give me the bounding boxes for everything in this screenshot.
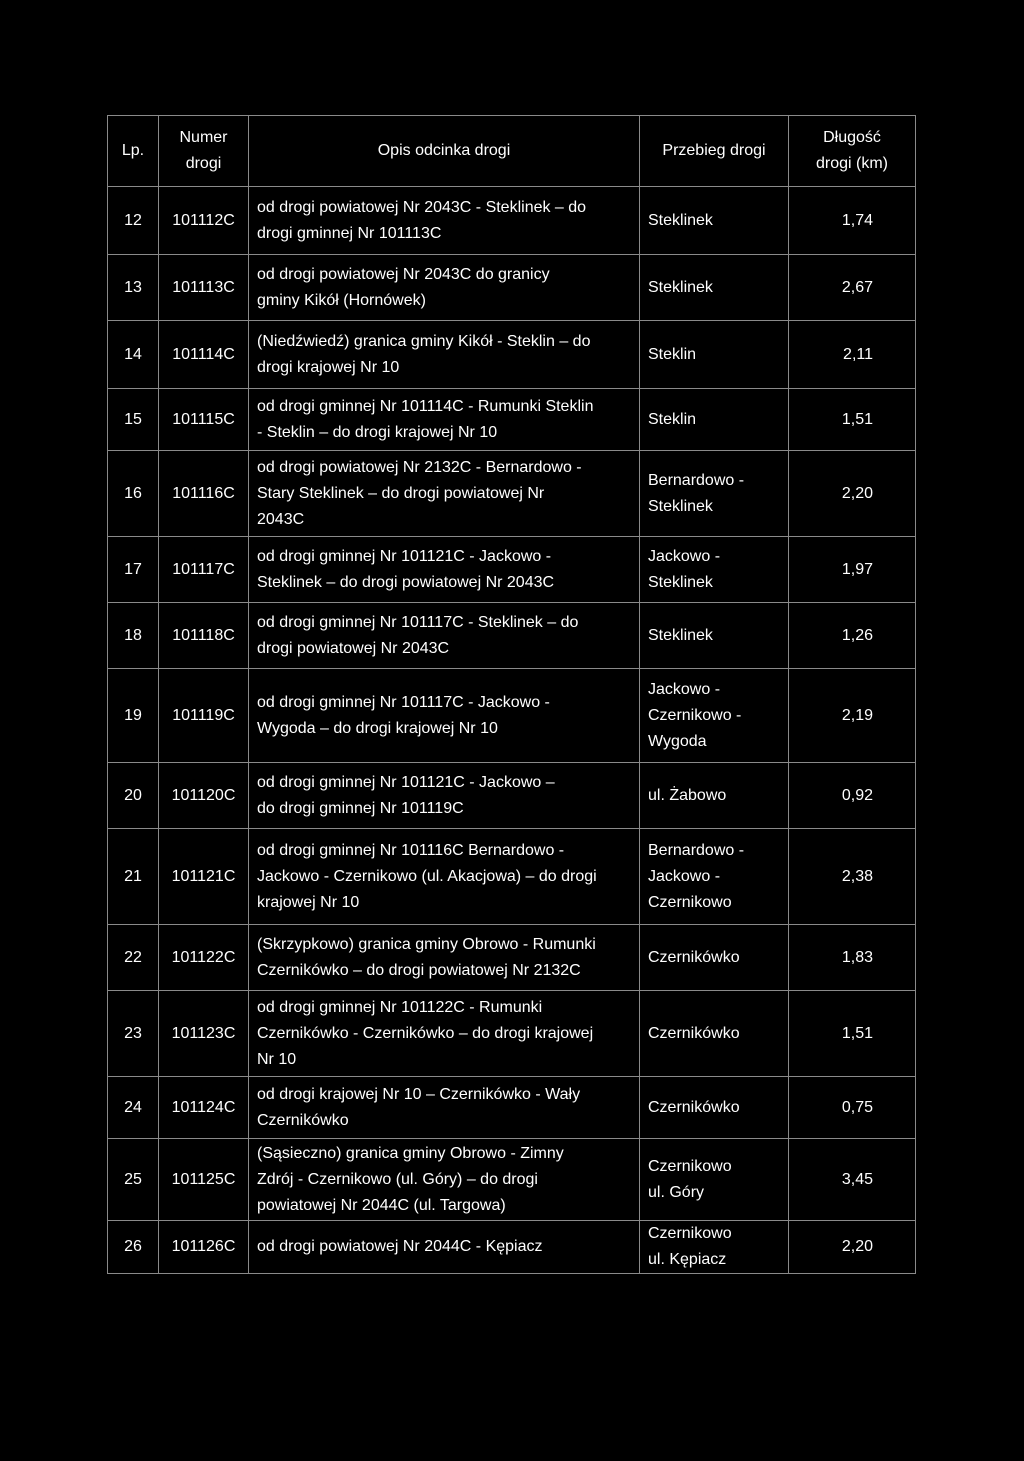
cell-opis-line: Zdrój - Czernikowo (ul. Góry) – do drogi bbox=[257, 1170, 538, 1188]
cell-numer: 101122C bbox=[159, 925, 249, 991]
cell-przebieg bbox=[640, 187, 789, 255]
cell-przebieg-line: ul. Kępiacz bbox=[648, 1251, 727, 1268]
cell-przebieg bbox=[640, 321, 789, 389]
cell-lp: 23 bbox=[108, 991, 159, 1077]
cell-opis bbox=[249, 255, 640, 321]
table-header bbox=[108, 116, 916, 187]
cell-opis-line: od drogi gminnej Nr 101122C - Rumunki bbox=[257, 998, 543, 1016]
cell-dlugosc: 0,92 bbox=[789, 763, 916, 829]
table-row bbox=[108, 1139, 916, 1221]
cell-opis bbox=[249, 991, 640, 1077]
cell-przebieg bbox=[640, 991, 789, 1077]
cell-przebieg-line: Czernikowo bbox=[648, 893, 732, 911]
table-row bbox=[108, 763, 916, 829]
cell-numer: 101121C bbox=[159, 829, 249, 925]
cell-dlugosc: 3,45 bbox=[789, 1139, 916, 1221]
cell-opis-line: gminy Kikół (Hornówek) bbox=[257, 291, 426, 309]
cell-lp: 26 bbox=[108, 1221, 159, 1274]
header-dlugosc bbox=[789, 116, 916, 187]
cell-opis-line: 2043C bbox=[257, 510, 305, 528]
cell-opis-line: do drogi gminnej Nr 101119C bbox=[257, 799, 464, 817]
cell-dlugosc: 2,11 bbox=[789, 321, 916, 389]
cell-opis-line: od drogi gminnej Nr 101116C Bernardowo - bbox=[257, 841, 565, 859]
cell-przebieg-line: Czernikówko bbox=[648, 1098, 740, 1116]
cell-opis bbox=[249, 829, 640, 925]
table-row bbox=[108, 537, 916, 603]
cell-dlugosc: 0,75 bbox=[789, 1077, 916, 1139]
cell-opis-line: (Niedźwiedź) granica gminy Kikół - Steklin – do bbox=[257, 332, 591, 350]
cell-lp: 25 bbox=[108, 1139, 159, 1221]
cell-dlugosc: 1,83 bbox=[789, 925, 916, 991]
cell-opis-line: od drogi powiatowej Nr 2132C - Bernardowo - bbox=[257, 458, 582, 476]
cell-opis-line: Czernikówko - Czernikówko – do drogi krajowej bbox=[257, 1024, 594, 1042]
cell-opis-line: od drogi gminnej Nr 101114C - Rumunki Steklin bbox=[257, 397, 594, 415]
cell-opis-line: od drogi powiatowej Nr 2044C - Kępiacz bbox=[257, 1238, 543, 1255]
cell-lp: 18 bbox=[108, 603, 159, 669]
cell-numer: 101113C bbox=[159, 255, 249, 321]
cell-numer: 101124C bbox=[159, 1077, 249, 1139]
cell-numer: 101117C bbox=[159, 537, 249, 603]
cell-przebieg bbox=[640, 389, 789, 451]
cell-numer: 101112C bbox=[159, 187, 249, 255]
cell-dlugosc: 1,74 bbox=[789, 187, 916, 255]
cell-opis-line: od drogi gminnej Nr 101117C - Steklinek – do bbox=[257, 613, 579, 631]
cell-opis bbox=[249, 603, 640, 669]
cell-dlugosc: 2,20 bbox=[789, 1221, 916, 1274]
header-numer-line-1: Numer bbox=[179, 129, 228, 146]
cell-numer: 101123C bbox=[159, 991, 249, 1077]
cell-przebieg-line: Wygoda bbox=[648, 732, 707, 750]
header-numer bbox=[159, 116, 249, 187]
table-row bbox=[108, 925, 916, 991]
table-row bbox=[108, 321, 916, 389]
cell-dlugosc: 2,38 bbox=[789, 829, 916, 925]
cell-przebieg-line: Czernikówko bbox=[648, 948, 740, 966]
header-opis: Opis odcinka drogi bbox=[249, 116, 640, 187]
cell-dlugosc: 1,97 bbox=[789, 537, 916, 603]
cell-dlugosc: 2,20 bbox=[789, 451, 916, 537]
cell-przebieg bbox=[640, 763, 789, 829]
cell-numer: 101125C bbox=[159, 1139, 249, 1221]
table-row bbox=[108, 451, 916, 537]
cell-przebieg-line: Jackowo - bbox=[648, 547, 721, 565]
cell-przebieg-line: Czernikówko bbox=[648, 1024, 740, 1042]
cell-przebieg-line: Steklin bbox=[648, 410, 697, 428]
cell-opis bbox=[249, 925, 640, 991]
cell-opis-line: Steklinek – do drogi powiatowej Nr 2043C bbox=[257, 573, 555, 591]
cell-przebieg-line: Jackowo - bbox=[648, 867, 721, 885]
cell-przebieg-line: ul. Góry bbox=[648, 1183, 705, 1201]
cell-opis-line: (Sąsieczno) granica gminy Obrowo - Zimny bbox=[257, 1144, 564, 1162]
cell-opis bbox=[249, 537, 640, 603]
cell-dlugosc: 2,19 bbox=[789, 669, 916, 763]
cell-przebieg-line: Czernikowo - bbox=[648, 706, 742, 724]
cell-lp: 20 bbox=[108, 763, 159, 829]
cell-numer: 101115C bbox=[159, 389, 249, 451]
table-body bbox=[108, 187, 916, 1274]
cell-przebieg-line: Czernikowo bbox=[648, 1225, 732, 1242]
cell-przebieg-line: Bernardowo - bbox=[648, 841, 745, 859]
header-dlugosc-line-2: drogi (km) bbox=[815, 155, 888, 172]
table-row bbox=[108, 603, 916, 669]
cell-opis-line: drogi powiatowej Nr 2043C bbox=[257, 639, 450, 657]
cell-opis-line: krajowej Nr 10 bbox=[257, 893, 360, 911]
cell-przebieg bbox=[640, 1139, 789, 1221]
cell-opis-line: Czernikówko bbox=[257, 1111, 349, 1129]
cell-opis-line: od drogi krajowej Nr 10 – Czernikówko - Wały bbox=[257, 1085, 581, 1103]
cell-przebieg bbox=[640, 451, 789, 537]
cell-przebieg-line: Jackowo - bbox=[648, 680, 721, 698]
header-lp: Lp. bbox=[108, 116, 159, 187]
cell-przebieg-line: Steklin bbox=[648, 345, 697, 363]
cell-lp: 19 bbox=[108, 669, 159, 763]
cell-lp: 12 bbox=[108, 187, 159, 255]
cell-przebieg bbox=[640, 829, 789, 925]
cell-opis bbox=[249, 1077, 640, 1139]
cell-lp: 13 bbox=[108, 255, 159, 321]
cell-opis bbox=[249, 1139, 640, 1221]
cell-przebieg-line: Steklinek bbox=[648, 211, 713, 229]
cell-opis-line: od drogi powiatowej Nr 2043C - Steklinek – do bbox=[257, 198, 587, 216]
cell-przebieg-line: Steklinek bbox=[648, 626, 713, 644]
cell-przebieg bbox=[640, 925, 789, 991]
cell-dlugosc: 1,51 bbox=[789, 389, 916, 451]
cell-opis-line: Wygoda – do drogi krajowej Nr 10 bbox=[257, 719, 498, 737]
cell-numer: 101116C bbox=[159, 451, 249, 537]
cell-lp: 14 bbox=[108, 321, 159, 389]
cell-opis bbox=[249, 669, 640, 763]
cell-przebieg-line: Steklinek bbox=[648, 497, 713, 515]
cell-opis bbox=[249, 451, 640, 537]
cell-opis bbox=[249, 1221, 640, 1274]
table-row bbox=[108, 389, 916, 451]
cell-opis bbox=[249, 321, 640, 389]
cell-dlugosc: 2,67 bbox=[789, 255, 916, 321]
cell-numer: 101114C bbox=[159, 321, 249, 389]
cell-dlugosc: 1,51 bbox=[789, 991, 916, 1077]
cell-przebieg bbox=[640, 537, 789, 603]
cell-przebieg-line: Steklinek bbox=[648, 278, 713, 296]
header-numer-line-2: drogi bbox=[185, 155, 222, 172]
table-row bbox=[108, 1221, 916, 1274]
cell-przebieg-line: Czernikowo bbox=[648, 1157, 732, 1175]
header-przebieg: Przebieg drogi bbox=[640, 116, 789, 187]
table-row bbox=[108, 255, 916, 321]
cell-opis-line: Jackowo - Czernikowo (ul. Akacjowa) – do drogi bbox=[257, 867, 597, 885]
cell-przebieg-line: Steklinek bbox=[648, 573, 713, 591]
cell-lp: 16 bbox=[108, 451, 159, 537]
road-table bbox=[107, 115, 916, 1274]
cell-przebieg bbox=[640, 1221, 789, 1274]
cell-numer: 101126C bbox=[159, 1221, 249, 1274]
cell-opis-line: - Steklin – do drogi krajowej Nr 10 bbox=[257, 423, 498, 441]
cell-opis-line: Czernikówko – do drogi powiatowej Nr 2132C bbox=[257, 961, 581, 979]
cell-opis-line: powiatowej Nr 2044C (ul. Targowa) bbox=[257, 1196, 506, 1214]
cell-przebieg bbox=[640, 1077, 789, 1139]
table-row bbox=[108, 829, 916, 925]
cell-lp: 24 bbox=[108, 1077, 159, 1139]
cell-opis bbox=[249, 763, 640, 829]
cell-opis-line: od drogi powiatowej Nr 2043C do granicy bbox=[257, 265, 550, 283]
cell-opis-line: od drogi gminnej Nr 101121C - Jackowo - bbox=[257, 547, 552, 565]
header-dlugosc-line-1: Długość bbox=[823, 129, 881, 146]
cell-opis-line: od drogi gminnej Nr 101121C - Jackowo – bbox=[257, 773, 555, 791]
table-row bbox=[108, 991, 916, 1077]
cell-lp: 21 bbox=[108, 829, 159, 925]
cell-przebieg bbox=[640, 669, 789, 763]
cell-opis bbox=[249, 389, 640, 451]
cell-przebieg bbox=[640, 603, 789, 669]
cell-opis-line: (Skrzypkowo) granica gminy Obrowo - Rumunki bbox=[257, 935, 596, 953]
cell-dlugosc: 1,26 bbox=[789, 603, 916, 669]
cell-opis-line: drogi krajowej Nr 10 bbox=[257, 358, 400, 376]
cell-opis-line: Nr 10 bbox=[257, 1050, 297, 1068]
table-row bbox=[108, 187, 916, 255]
header-row bbox=[108, 116, 916, 187]
cell-przebieg bbox=[640, 255, 789, 321]
cell-lp: 15 bbox=[108, 389, 159, 451]
table-row bbox=[108, 669, 916, 763]
table-row bbox=[108, 1077, 916, 1139]
cell-przebieg-line: Bernardowo - bbox=[648, 471, 745, 489]
cell-opis-line: Stary Steklinek – do drogi powiatowej Nr bbox=[257, 484, 545, 502]
cell-numer: 101120C bbox=[159, 763, 249, 829]
cell-lp: 17 bbox=[108, 537, 159, 603]
cell-lp: 22 bbox=[108, 925, 159, 991]
cell-opis bbox=[249, 187, 640, 255]
cell-numer: 101119C bbox=[159, 669, 249, 763]
cell-numer: 101118C bbox=[159, 603, 249, 669]
cell-opis-line: drogi gminnej Nr 101113C bbox=[257, 224, 442, 242]
cell-przebieg-line: ul. Żabowo bbox=[648, 786, 727, 804]
cell-opis-line: od drogi gminnej Nr 101117C - Jackowo - bbox=[257, 693, 550, 711]
